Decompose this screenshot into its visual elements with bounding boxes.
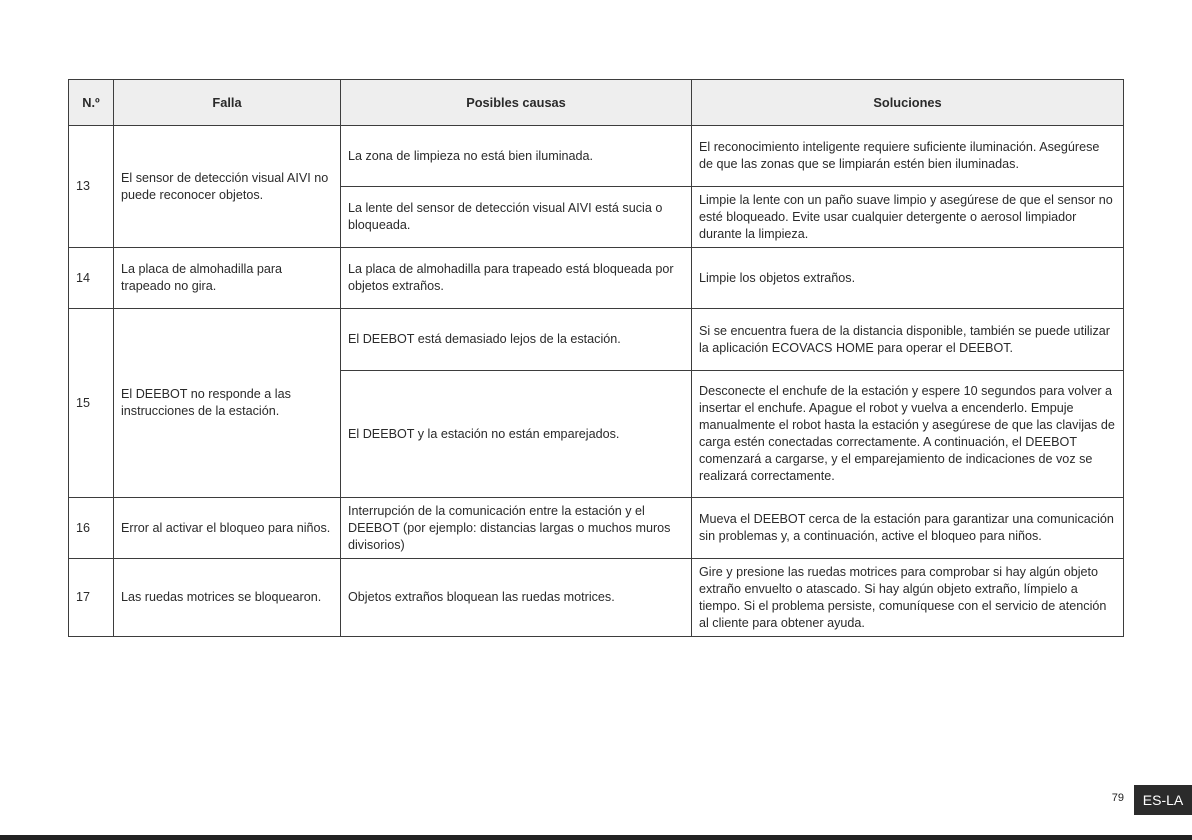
page-number: 79 bbox=[1111, 792, 1124, 804]
fault-number: 14 bbox=[69, 248, 114, 309]
fault-description: Error al activar el bloqueo para niños. bbox=[114, 498, 341, 559]
possible-cause: El DEEBOT está demasiado lejos de la estación. bbox=[341, 309, 692, 371]
table-row bbox=[69, 309, 1124, 371]
solution: Gire y presione las ruedas motrices para comprobar si hay algún objeto extraño envuelto o atascado. Si hay algún objeto extraño, límpielo a tiempo. Si el problema persiste, comuníquese con el servicio de atención al cliente para obtener ayuda. bbox=[692, 559, 1124, 637]
table-row bbox=[69, 559, 1124, 637]
solution: El reconocimiento inteligente requiere suficiente iluminación. Asegúrese de que las zonas que se limpiarán estén bien iluminadas. bbox=[692, 126, 1124, 187]
table-row bbox=[69, 248, 1124, 309]
locale-badge: ES-LA bbox=[1134, 785, 1192, 815]
header-number: N.º bbox=[69, 80, 114, 126]
solution: Desconecte el enchufe de la estación y espere 10 segundos para volver a insertar el enchufe. Apague el robot y vuelva a encenderlo. Empuje manualmente el robot hasta la estación y asegúrese de que las clavijas de carga estén conectadas correctamente. A continuación, el DEEBOT comenzará a cargarse, y el emparejamiento de indicaciones de voz se realizará correctamente. bbox=[692, 371, 1124, 498]
fault-number: 13 bbox=[69, 126, 114, 248]
fault-description: Las ruedas motrices se bloquearon. bbox=[114, 559, 341, 637]
possible-cause: Interrupción de la comunicación entre la estación y el DEEBOT (por ejemplo: distancias largas o muchos muros divisorios) bbox=[341, 498, 692, 559]
fault-description: El DEEBOT no responde a las instrucciones de la estación. bbox=[114, 309, 341, 498]
possible-cause: La zona de limpieza no está bien iluminada. bbox=[341, 126, 692, 187]
possible-cause: La lente del sensor de detección visual AIVI está sucia o bloqueada. bbox=[341, 187, 692, 248]
possible-cause: Objetos extraños bloquean las ruedas motrices. bbox=[341, 559, 692, 637]
solution: Si se encuentra fuera de la distancia disponible, también se puede utilizar la aplicación ECOVACS HOME para operar el DEEBOT. bbox=[692, 309, 1124, 371]
header-causes: Posibles causas bbox=[341, 80, 692, 126]
table-row bbox=[69, 498, 1124, 559]
table-row bbox=[69, 126, 1124, 187]
fault-number: 17 bbox=[69, 559, 114, 637]
solution: Mueva el DEEBOT cerca de la estación para garantizar una comunicación sin problemas y, a continuación, active el bloqueo para niños. bbox=[692, 498, 1124, 559]
header-solutions: Soluciones bbox=[692, 80, 1124, 126]
fault-description: La placa de almohadilla para trapeado no gira. bbox=[114, 248, 341, 309]
solution: Limpie la lente con un paño suave limpio y asegúrese de que el sensor no esté bloqueado. Evite usar cualquier detergente o aerosol limpiador durante la limpieza. bbox=[692, 187, 1124, 248]
solution: Limpie los objetos extraños. bbox=[692, 248, 1124, 309]
fault-description: El sensor de detección visual AIVI no puede reconocer objetos. bbox=[114, 126, 341, 248]
troubleshooting-table bbox=[68, 79, 1124, 637]
table-header-row bbox=[69, 80, 1124, 126]
fault-number: 16 bbox=[69, 498, 114, 559]
fault-number: 15 bbox=[69, 309, 114, 498]
possible-cause: El DEEBOT y la estación no están emparejados. bbox=[341, 371, 692, 498]
possible-cause: La placa de almohadilla para trapeado está bloqueada por objetos extraños. bbox=[341, 248, 692, 309]
header-fault: Falla bbox=[114, 80, 341, 126]
bottom-rule bbox=[0, 835, 1192, 840]
